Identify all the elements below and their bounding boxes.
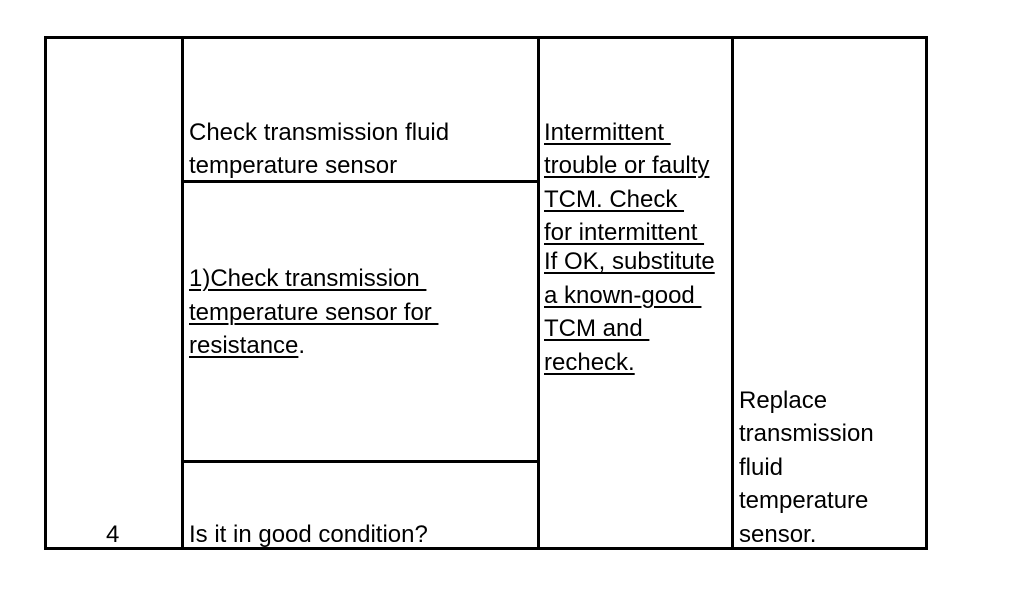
- yes-action-line-4: for intermittent: [544, 219, 705, 246]
- yes-action-line-1: Intermittent: [544, 119, 671, 146]
- check-title-line-2: temperature sensor: [189, 152, 398, 179]
- check-detail-period: .: [298, 332, 306, 359]
- check-detail-underlined-text: resistance: [189, 332, 299, 359]
- column-divider-3: [731, 39, 734, 547]
- step-number: 4: [106, 521, 120, 548]
- check-title-line-1: Check transmission fluid: [189, 119, 450, 146]
- check-detail-line-2: temperature sensor for: [189, 299, 439, 326]
- no-action-line-5: sensor.: [739, 521, 817, 548]
- column-divider-2: [537, 39, 540, 547]
- yes-action-line-3: TCM. Check: [544, 186, 685, 213]
- column-divider-1: [181, 39, 184, 547]
- question-text: Is it in good condition?: [189, 521, 428, 548]
- no-action-line-4: temperature: [739, 487, 869, 514]
- yes-action-line-5: If OK, substitute: [544, 248, 715, 275]
- yes-action-line-7: TCM and: [544, 315, 650, 342]
- no-action-line-1: Replace: [739, 387, 828, 414]
- row-divider-2: [181, 460, 540, 463]
- check-detail-line-3: [189, 329, 305, 363]
- no-action-line-3: fluid: [739, 454, 784, 481]
- yes-action-line-6: a known-good: [544, 282, 702, 309]
- no-action-line-2: transmission: [739, 420, 874, 447]
- check-detail-line-1: 1)Check transmission: [189, 265, 427, 292]
- yes-action-line-8: recheck.: [544, 349, 635, 376]
- procedure-table: [44, 36, 928, 550]
- yes-action-line-2: trouble or faulty: [544, 152, 710, 179]
